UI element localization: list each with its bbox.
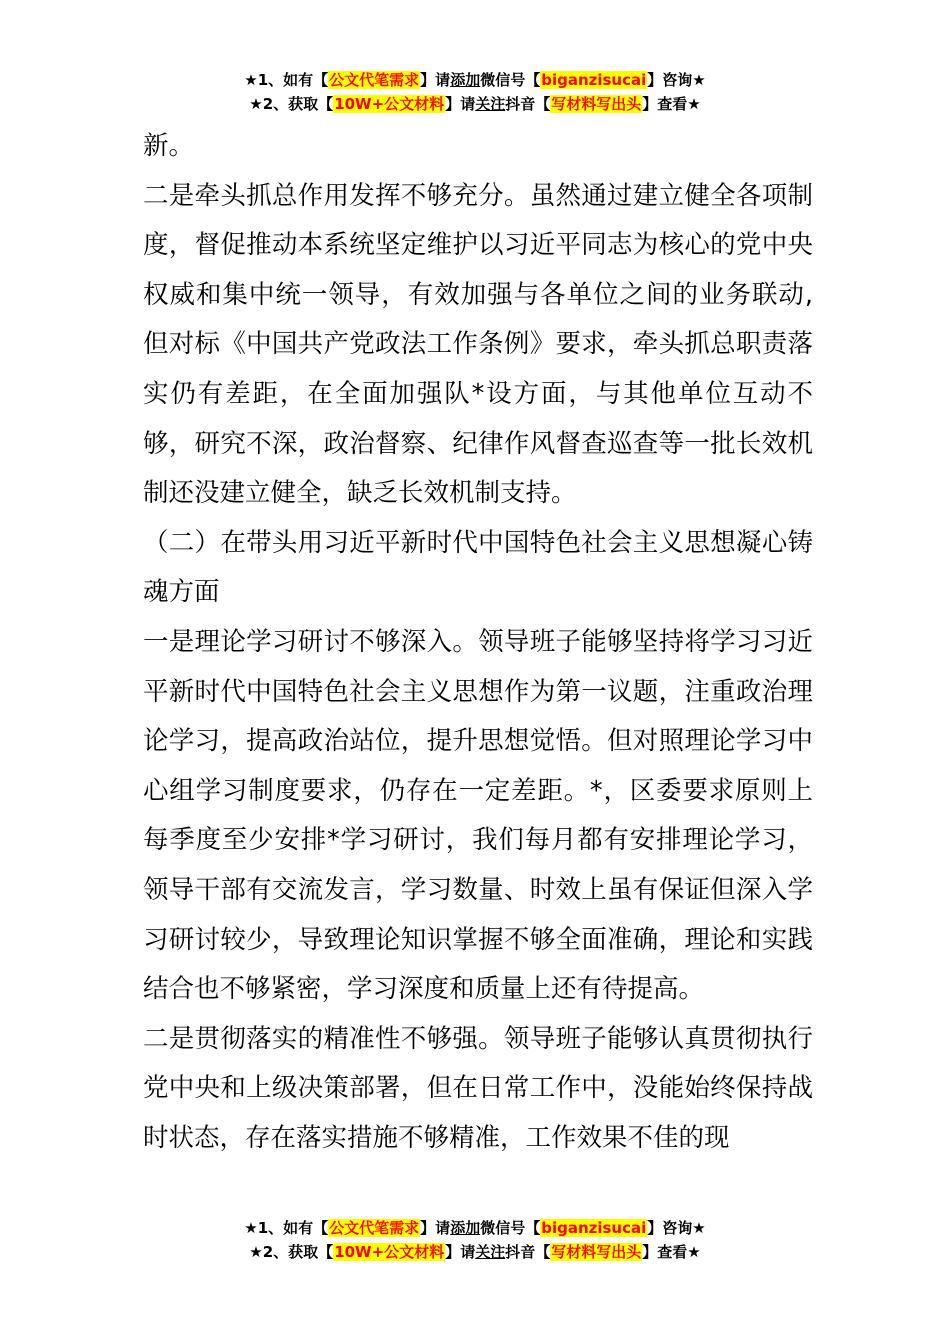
highlight-materials: 10W+公文材料 xyxy=(334,95,445,113)
highlight-douyin-account: 写材料写出头 xyxy=(551,1243,642,1261)
underlined-follow: 关注 xyxy=(475,1243,506,1261)
highlight-wechat-id: biganzisucai xyxy=(541,71,647,89)
section-heading-2: （二）在带头用习近平新时代中国特色社会主义思想凝心铸魂方面 xyxy=(143,527,813,608)
highlight-service: 公文代笔需求 xyxy=(329,71,420,89)
banner-line-2: ★2、获取【10W+公文材料】请关注抖音【写材料写出头】查看★ xyxy=(249,1243,701,1261)
paragraph-theory-study: 一是理论学习研讨不够深入。领导班子能够坚持将学习习近平新时代中国特色社会主义思想作为第一议题，注重政治理论学习，提高政治站位，提升思想觉悟。但对照理论学习中心组学习制度要求，仍存在一定差距。*，区委要求原则上每季度至少安排*学习研讨，我们每月都有安排理论学习，领导干部有交流发言，学习数量、时效上虽有保证但深入学习研讨较少，导致理论知识掌握不够全面准确，理论和实践结合也不够紧密，学习深度和质量上还有待提高。 xyxy=(143,626,813,1005)
header-banner xyxy=(0,68,950,116)
paragraph-continuation: 新。 xyxy=(143,131,195,161)
highlight-service: 公文代笔需求 xyxy=(329,1219,420,1237)
paragraph-leading-role: 二是牵头抓总作用发挥不够充分。虽然通过建立健全各项制度，督促推动本系统坚定维护以习近平同志为核心的党中央权威和集中统一领导，有效加强与各单位之间的业务联动,但对标《中国共产党政法工作条例》要求，牵头抓总职责落实仍有差距，在全面加强队*设方面，与其他单位互动不够，研究不深，政治督察、纪律作风督查巡查等一批长效机制还没建立健全，缺乏长效机制支持。 xyxy=(143,180,813,509)
banner-line-1: ★1、如有【公文代笔需求】请添加微信号【biganzisucai】咨询★ xyxy=(244,1219,706,1237)
banner-line-2: ★2、获取【10W+公文材料】请关注抖音【写材料写出头】查看★ xyxy=(249,95,701,113)
underlined-add: 添加 xyxy=(450,71,481,89)
paragraph-implementation: 二是贯彻落实的精准性不够强。领导班子能够认真贯彻执行党中央和上级决策部署，但在日常工作中，没能始终保持战时状态，存在落实措施不够精准，工作效果不佳的现 xyxy=(143,1023,813,1153)
banner-line-1: ★1、如有【公文代笔需求】请添加微信号【biganzisucai】咨询★ xyxy=(244,71,706,89)
footer-banner xyxy=(0,1216,950,1264)
underlined-add: 添加 xyxy=(450,1219,481,1237)
highlight-materials: 10W+公文材料 xyxy=(334,1243,445,1261)
document-body xyxy=(143,122,813,1163)
highlight-douyin-account: 写材料写出头 xyxy=(551,95,642,113)
underlined-follow: 关注 xyxy=(475,95,506,113)
highlight-wechat-id: biganzisucai xyxy=(541,1219,647,1237)
